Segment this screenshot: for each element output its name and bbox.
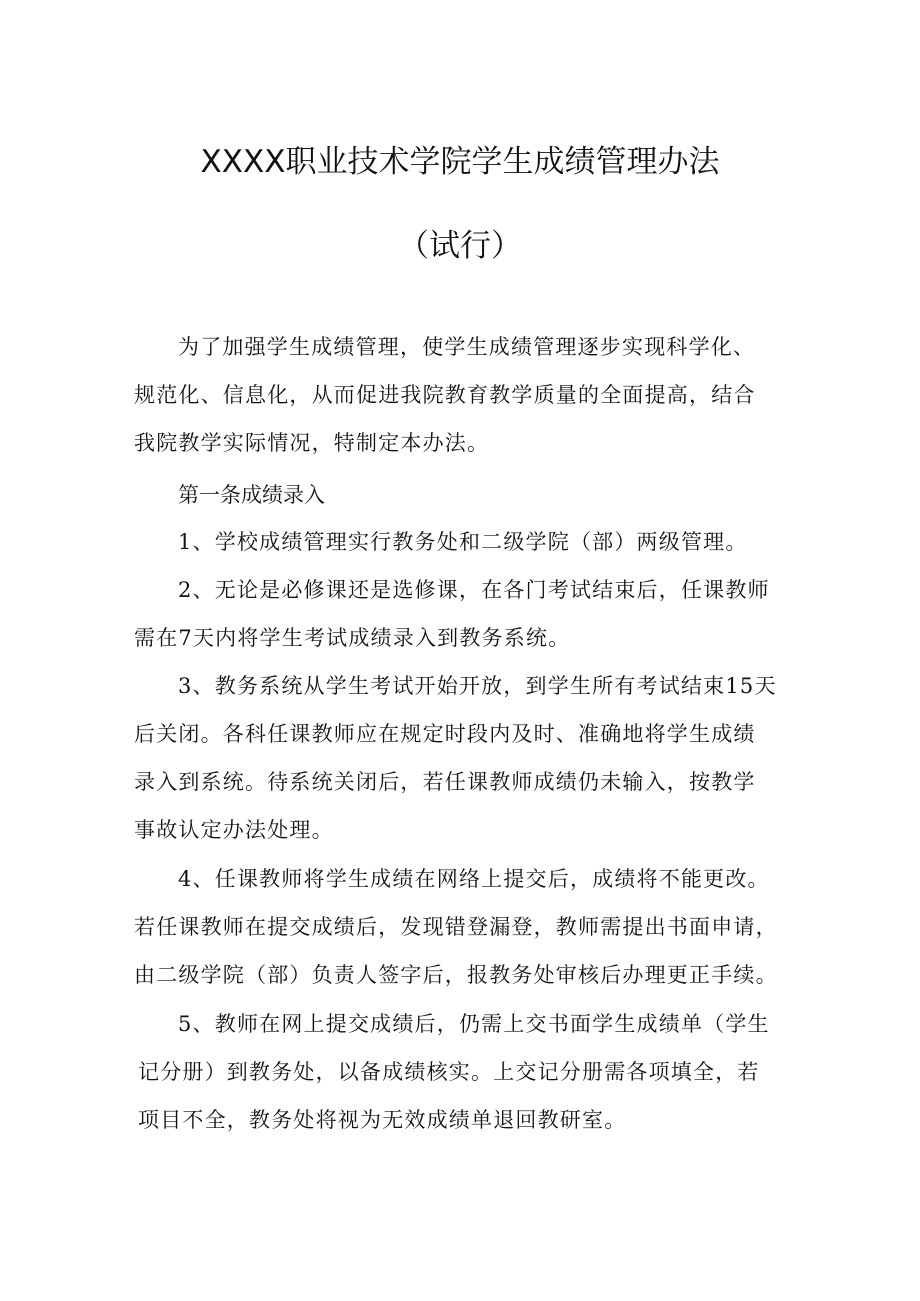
item-line: 4、任课教师将学生成绩在网络上提交后，成绩将不能更改。 (178, 867, 770, 891)
item-line: 记分册）到教务处，以备成绩核实。上交记分册需各项填全，若 (138, 1060, 760, 1084)
intro-line: 为了加强学生成绩管理，使学生成绩管理逐步实现科学化、 (178, 335, 756, 359)
item-5 (134, 1000, 794, 1144)
item-line: 后关闭。各科任课教师应在规定时段内及时、准确地将学生成绩 (134, 722, 756, 746)
item-line: 由二级学院（部）负责人签字后，报教务处审核后办理更正手续。 (134, 963, 778, 987)
item-line: 2、无论是必修课还是选修课，在各门考试结束后，任课教师 (178, 578, 770, 602)
document-subtitle: （试行） (398, 228, 522, 264)
document-title: XXXX职业技术学院学生成绩管理办法 (200, 144, 720, 180)
item-line: 5、教师在网上提交成绩后，仍需上交书面学生成绩单（学生 (178, 1012, 770, 1036)
item-4 (134, 855, 794, 999)
item-line: 若任课教师在提交成绩后，发现错登漏登，教师需提出书面申请， (134, 915, 778, 939)
item-2 (134, 566, 794, 662)
item-line: 需在7天内将学生考试成绩录入到教务系统。 (134, 626, 571, 650)
item-3 (134, 662, 794, 854)
item-1 (134, 518, 794, 566)
intro-line: 规范化、信息化，从而促进我院教育教学质量的全面提高，结合 (134, 383, 756, 407)
intro-paragraph (134, 323, 794, 467)
item-line: 3、教务系统从学生考试开始开放，到学生所有考试结束15天 (178, 674, 777, 698)
item-line: 1、学校成绩管理实行教务处和二级学院（部）两级管理。 (178, 530, 748, 554)
item-line: 录入到系统。待系统关闭后，若任课教师成绩仍未输入，按教学 (134, 770, 756, 794)
section-heading: 第一条成绩录入 (178, 483, 325, 507)
item-line: 项目不全，教务处将视为无效成绩单退回教研室。 (138, 1108, 627, 1132)
intro-line: 我院教学实际情况，特制定本办法。 (134, 431, 490, 455)
item-line: 事故认定办法处理。 (134, 818, 334, 842)
